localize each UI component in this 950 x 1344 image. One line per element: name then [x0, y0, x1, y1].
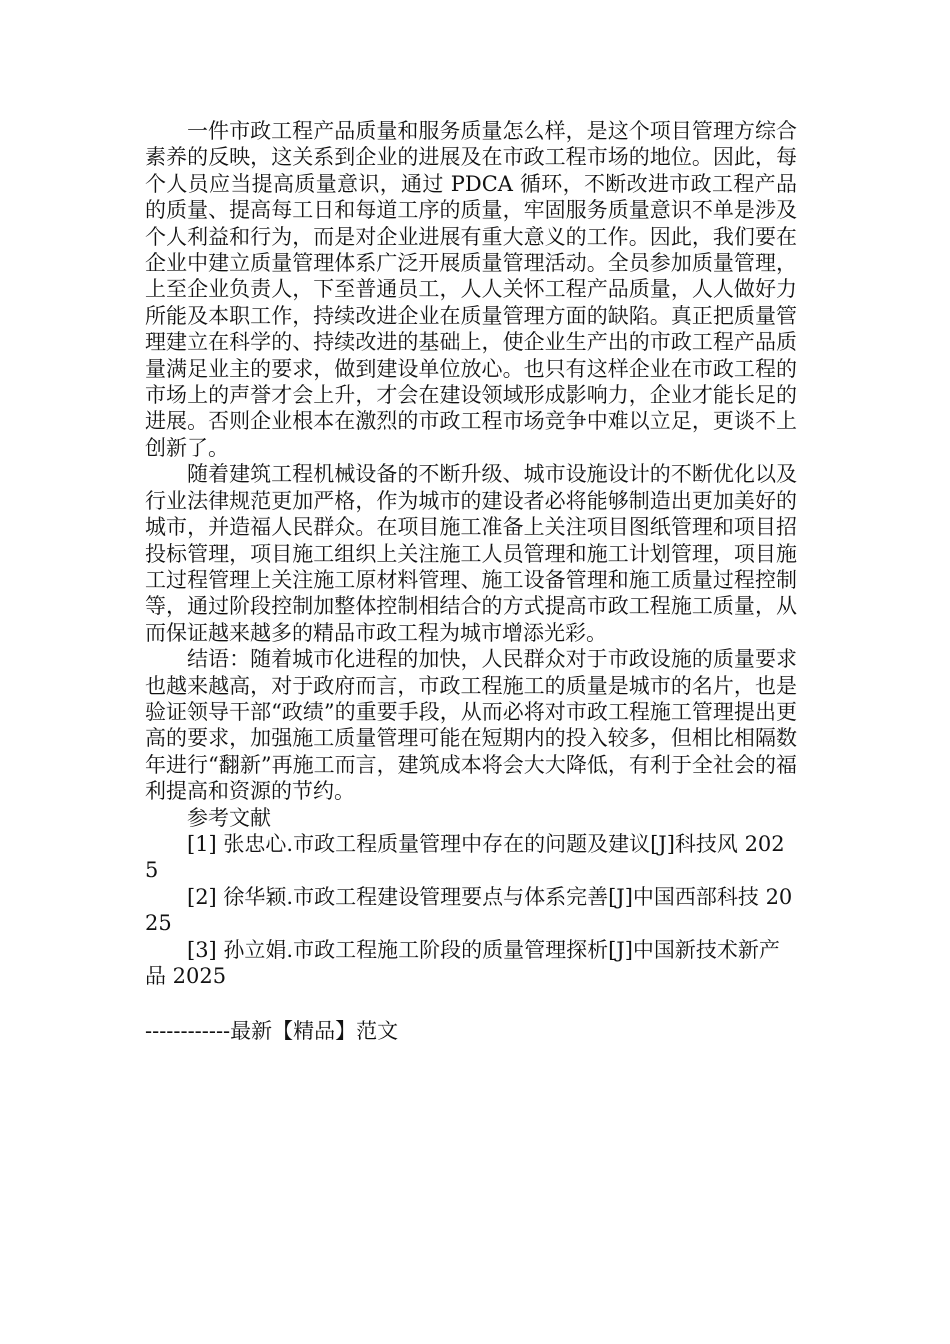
- reference-item-3: [3] 孙立娟.市政工程施工阶段的质量管理探析[J]中国新技术新产品 2025: [145, 937, 780, 988]
- references-heading: 参考文献: [187, 805, 271, 830]
- reference-item-1: [1] 张忠心.市政工程质量管理中存在的问题及建议[J]科技风 2025: [145, 831, 785, 883]
- reference-item-2: [2] 徐华颖.市政工程建设管理要点与体系完善[J]中国西部科技 2025: [145, 884, 793, 936]
- body-paragraph-quality: 一件市政工程产品质量和服务质量怎么样，是这个项目管理方综合素养的反映，这关系到企业的进展及在市政工程市场的地位。因此，每个人员应当提高质量意识，通过 PDCA 循环，不断改进市政工程产品的质量、提高每工日和每道工序的质量，牢固服务质量意识不单是涉及个人利益和行为，而是对企业进展有重大意义的工作。因此，我们要在企业中建立质量管理体系广泛开展质量管理活动。全员参加质量管理，上至企业负责人，下至普通员工，人人关怀工程产品质量，人人做好力所能及本职工作，持续改进企业在质量管理方面的缺陷。真正把质量管理建立在科学的、持续改进的基础上，使企业生产出的市政工程产品质量满足业主的要求，做到建设单位放心。也只有这样企业在市政工程的市场上的声誉才会上升，才会在建设领域形成影响力，企业才能长足的进展。否则企业根本在激烈的市政工程市场竞争中难以立足，更谈不上创新了。: [145, 119, 797, 460]
- body-paragraph-construction: 随着建筑工程机械设备的不断升级、城市设施设计的不断优化以及行业法律规范更加严格，作为城市的建设者必将能够制造出更加美好的城市，并造福人民群众。在项目施工准备上关注项目图纸管理和项目招投标管理，项目施工组织上关注施工人员管理和施工计划管理，项目施工过程管理上关注施工原材料管理、施工设备管理和施工质量过程控制等，通过阶段控制加整体控制相结合的方式提高市政工程施工质量，从而保证越来越多的精品市政工程为城市增添光彩。: [145, 462, 797, 645]
- document-body: [145, 118, 797, 989]
- footer-text: ------------最新【精品】范文: [145, 1019, 399, 1043]
- body-paragraph-conclusion: 结语：随着城市化进程的加快，人民群众对于市政设施的质量要求也越来越高，对于政府而言，市政工程施工的质量是城市的名片，也是验证领导干部“政绩”的重要手段，从而必将对市政工程施工管理提出更高的要求，加强施工质量管理可能在短期内的投入较多，但相比相隔数年进行“翻新”再施工而言，建筑成本将会大大降低，有利于全社会的福利提高和资源的节约。: [145, 647, 797, 804]
